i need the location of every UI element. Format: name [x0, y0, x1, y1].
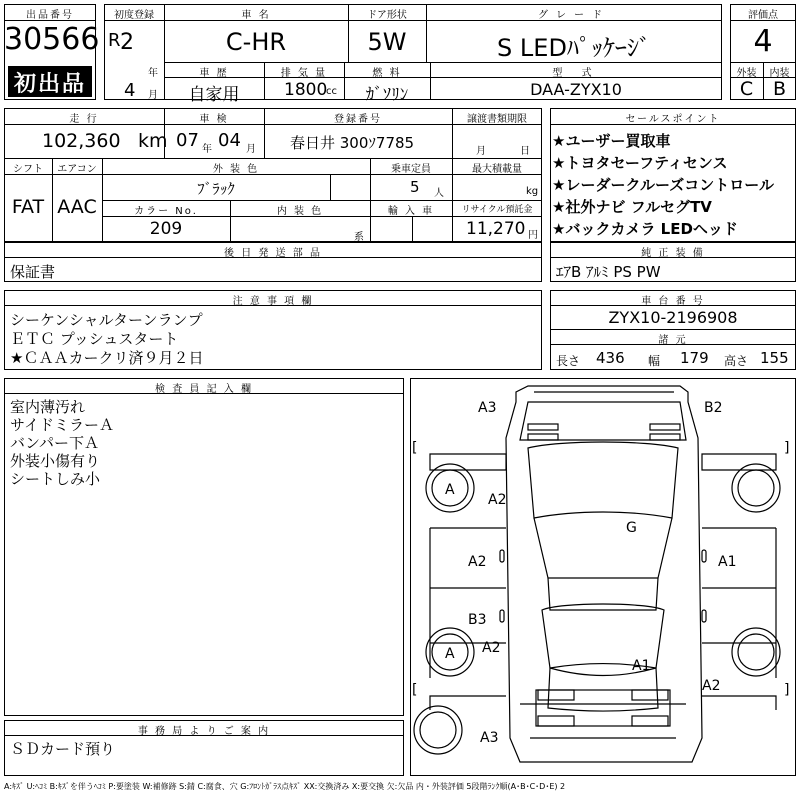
max-load-label: 最大積載量 — [472, 164, 522, 175]
import-label: 輸 入 車 — [387, 206, 435, 217]
sales-point-3: ★レーダークルーズコントロール — [552, 176, 774, 194]
mark-front-right: B2 — [704, 400, 723, 416]
genuine-equip-label: 純 正 装 備 — [641, 248, 705, 259]
car-name: C-HR — [225, 28, 287, 56]
note-2: ＥＴＣ プッシュスタート — [10, 330, 179, 348]
car-diagram — [410, 378, 796, 776]
recycle-label: リサイクル預託金 — [461, 205, 533, 215]
mark-left-front-door: A2 — [468, 554, 487, 570]
inspection-year: 07 — [176, 130, 199, 151]
inspection-month-unit: 月 — [246, 144, 256, 155]
sales-point-5: ★バックカメラ LEDヘッド — [552, 220, 738, 238]
sales-point-1: ★ユーザー買取車 — [552, 132, 671, 150]
interior-score: B — [772, 78, 787, 100]
width-label: 幅 — [648, 354, 661, 368]
exterior-label: 外装 — [736, 68, 757, 79]
sales-points-label: セールスポイント — [625, 114, 721, 125]
person-unit: 人 — [434, 188, 444, 199]
deadline-day: 日 — [520, 146, 530, 157]
mark-left-front-wheel: A — [445, 482, 455, 498]
inspector-note-2: サイドミラーＡ — [10, 416, 114, 434]
reg-no: 春日井 300ｿ7785 — [290, 134, 415, 152]
mark-right-rear: A2 — [702, 678, 721, 694]
color-no: 209 — [149, 219, 183, 239]
first-reg-label: 初度登録 — [114, 10, 154, 21]
exterior-score: C — [739, 78, 754, 100]
grade-label: グレード — [538, 10, 610, 21]
model: DAA-ZYX10 — [530, 80, 622, 99]
chassis-label: 車 台 番 号 — [641, 296, 705, 307]
km-unit: km — [138, 130, 168, 152]
capacity: 5 — [410, 178, 420, 196]
score-label: 評価点 — [748, 10, 778, 21]
specs-label: 諸 元 — [658, 335, 688, 346]
mark-bracket-right-rear: ] — [784, 682, 790, 698]
legend: A:ｷｽﾞ U:ﾍｺﾐ B:ｷｽﾞを伴うﾍｺﾐ P:要塗装 W:補修跡 S:錆 C:腐食、穴 G:ﾌﾛﾝﾄｶﾞﾗｽ点ｷｽﾞ XX:交換済み X:要交換 欠:欠品 内・外装評価 5段階ﾗﾝｸ順(A･B･C･D･E) 2 — [4, 782, 566, 791]
deadline-label: 譲渡書類期限 — [467, 114, 527, 125]
mark-rear-bumper: A3 — [480, 730, 499, 746]
inspector-note-1: 室内薄汚れ — [10, 398, 86, 416]
length-label: 長さ — [556, 354, 581, 368]
mark-left-front-fender: A2 — [488, 492, 507, 508]
mark-bracket-left-rear: [ — [412, 682, 418, 698]
ext-color-label: 外 装 色 — [212, 164, 260, 175]
office-label: 事 務 局 よ り ご 案 内 — [137, 726, 271, 737]
recycle-fee: 11,270 — [466, 219, 526, 239]
vehicle-details-box — [4, 108, 542, 242]
grade: S LEDﾊﾟｯｹｰｼﾞ — [497, 34, 651, 62]
kei-unit: 系 — [354, 232, 364, 243]
reg-year: 2 — [120, 30, 134, 55]
aircon: AAC — [57, 196, 97, 218]
year-unit: 年 — [148, 68, 158, 79]
mileage-label: 走 行 — [69, 114, 99, 125]
inspection-year-unit: 年 — [202, 144, 212, 155]
reg-no-label: 登録番号 — [334, 114, 382, 125]
inspector-note-4: 外装小傷有り — [10, 452, 101, 470]
mark-right-front-door: A1 — [718, 554, 737, 570]
displacement: 1800 — [284, 80, 328, 100]
shift-label: シフト — [13, 164, 43, 175]
int-color-label: 内 装 色 — [276, 206, 324, 217]
genuine-equip: ｴｱB ｱﾙﾐ PS PW — [556, 263, 661, 281]
displacement-label: 排 気 量 — [280, 68, 328, 79]
later-parts-label: 後 日 発 送 部 品 — [224, 248, 322, 259]
fuel: ｶﾞｿﾘﾝ — [365, 85, 409, 105]
height: 155 — [760, 349, 789, 367]
height-label: 高さ — [724, 354, 749, 368]
cc-unit: cc — [326, 86, 337, 97]
mark-left-rear-quarter: A2 — [482, 640, 501, 656]
lot-number: 30566 — [4, 22, 100, 57]
mark-left-rear-door: B3 — [468, 612, 487, 628]
inspection-month: 04 — [218, 130, 241, 151]
capacity-label: 乗車定員 — [391, 164, 431, 175]
ext-color: ﾌﾞﾗｯｸ — [197, 180, 235, 198]
shift: FAT — [11, 196, 45, 218]
mark-roof-rear: A1 — [632, 658, 651, 674]
mark-front-left: A3 — [478, 400, 497, 416]
model-label: 型 式 — [552, 68, 600, 79]
notes-label: 注 意 事 項 欄 — [232, 296, 314, 307]
history: 自家用 — [188, 85, 240, 105]
color-no-label: カラー No. — [134, 206, 198, 217]
inspector-note-3: バンパー下Ａ — [10, 434, 99, 452]
era: R — [108, 30, 121, 51]
chassis-no: ZYX10-2196908 — [608, 308, 738, 327]
sales-point-2: ★トヨタセーフティセンス — [552, 154, 728, 172]
door: 5W — [367, 28, 407, 56]
inspector-note-5: シートしみ小 — [10, 470, 101, 488]
interior-label: 内装 — [769, 68, 790, 79]
month-unit: 月 — [148, 90, 158, 101]
mark-bracket-right: ] — [784, 440, 790, 456]
door-label: ドア形状 — [367, 10, 407, 21]
mark-bracket-left: [ — [412, 440, 418, 456]
mark-left-rear-wheel: A — [445, 646, 455, 662]
lot-number-label: 出品番号 — [26, 10, 74, 21]
note-1: シーケンシャルターンランプ — [10, 311, 203, 329]
note-3: ★ＣＡＡカークリ済９月２日 — [10, 349, 204, 367]
kg-unit: kg — [526, 186, 539, 197]
fuel-label: 燃 料 — [372, 68, 402, 79]
car-name-label: 車 名 — [241, 10, 271, 21]
history-label: 車 歴 — [199, 68, 229, 79]
score: 4 — [753, 24, 773, 59]
aircon-label: エアコン — [57, 164, 97, 175]
yen-unit: 円 — [528, 230, 538, 241]
mark-windshield: G — [626, 520, 637, 536]
length: 436 — [596, 349, 625, 367]
sales-point-4: ★社外ナビ フルセグTV — [552, 198, 712, 216]
reg-month: 4 — [124, 80, 136, 101]
width: 179 — [680, 349, 709, 367]
inspector-label: 検 査 員 記 入 欄 — [155, 384, 253, 395]
first-listing-text: 初出品 — [13, 72, 86, 97]
mileage: 102,360 — [42, 130, 121, 152]
inspection-label: 車 検 — [199, 114, 229, 125]
office-info: ＳＤカード預り — [10, 740, 116, 758]
deadline-month: 月 — [476, 146, 486, 157]
later-parts: 保証書 — [10, 263, 56, 281]
